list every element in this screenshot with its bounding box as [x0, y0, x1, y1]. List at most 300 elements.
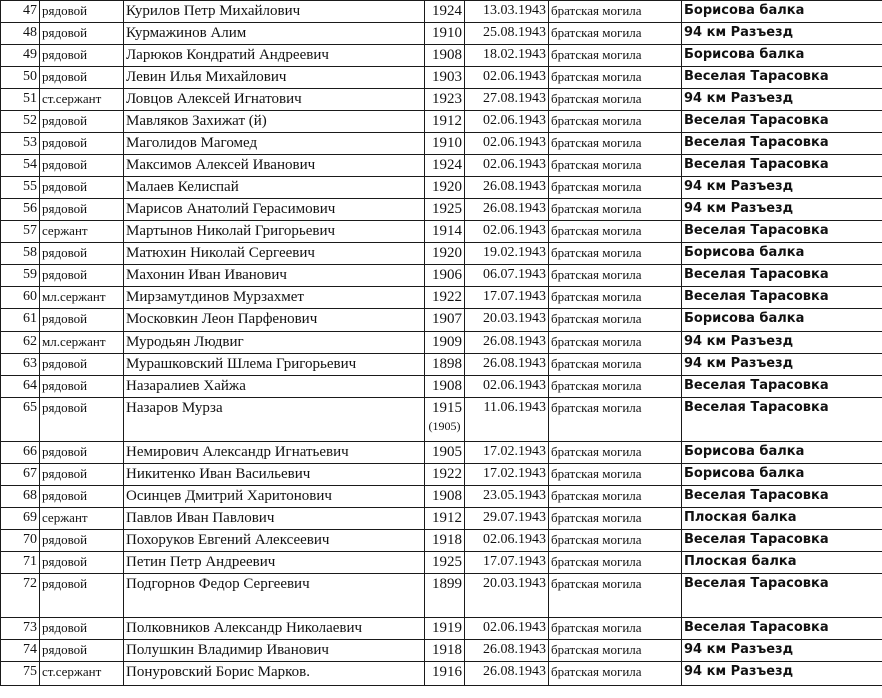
burial-type-cell-text: братская могила	[551, 245, 642, 260]
rank-cell	[40, 662, 124, 686]
birth-year-cell-text: 1906	[432, 267, 462, 283]
row-number	[1, 221, 40, 243]
name-cell	[124, 23, 425, 45]
burial-place-cell	[682, 376, 882, 398]
death-date-cell	[465, 662, 549, 686]
row-number-text: 49	[23, 47, 37, 62]
name-cell	[124, 111, 425, 133]
name-cell-text: Курилов Петр Михайлович	[126, 3, 301, 19]
name-cell	[124, 464, 425, 486]
row-number	[1, 177, 40, 199]
burial-place-cell	[682, 177, 882, 199]
burial-type-cell-text: братская могила	[551, 664, 642, 679]
name-cell-text: Ларюков Кондратий Андреевич	[126, 47, 329, 63]
birth-year-cell-text: 1905	[432, 444, 462, 460]
death-date-cell	[465, 45, 549, 67]
name-cell-text: Московкин Леон Парфенович	[126, 311, 318, 327]
birth-year-cell	[425, 199, 465, 221]
row-number	[1, 243, 40, 265]
name-cell	[124, 508, 425, 530]
burial-place-cell	[682, 23, 882, 45]
burial-place-cell-text: Веселая Тарасовка	[684, 157, 829, 172]
burial-type-cell-text: братская могила	[551, 47, 642, 62]
burial-place-cell	[682, 45, 882, 67]
burial-type-cell	[549, 1, 682, 23]
burial-place-cell-text: Веселая Тарасовка	[684, 488, 829, 503]
row-number-text: 47	[23, 3, 37, 18]
rank-cell-text: рядовой	[42, 267, 88, 282]
death-date-cell-text: 11.06.1943	[483, 400, 546, 415]
burial-place-cell-text: 94 км Разъезд	[684, 356, 794, 371]
name-cell	[124, 552, 425, 574]
table-row	[1, 23, 882, 45]
name-cell-text: Малаев Келиспай	[126, 179, 239, 195]
burial-place-cell-text: 94 км Разъезд	[684, 179, 794, 194]
rank-cell	[40, 265, 124, 287]
name-cell	[124, 376, 425, 398]
rank-cell	[40, 574, 124, 618]
name-cell-text: Осинцев Дмитрий Харитонович	[126, 488, 332, 504]
death-date-cell	[465, 640, 549, 662]
name-cell-text: Ловцов Алексей Игнатович	[126, 91, 302, 107]
row-number	[1, 376, 40, 398]
row-number-text: 62	[23, 334, 37, 349]
birth-year-cell	[425, 111, 465, 133]
birth-year-cell-text: 1916	[432, 664, 462, 680]
death-date-cell-text: 26.08.1943	[483, 664, 546, 679]
rank-cell-text: ст.сержант	[42, 91, 102, 106]
birth-year-cell	[425, 332, 465, 354]
death-date-cell	[465, 287, 549, 309]
burial-place-cell	[682, 1, 882, 23]
birth-year-cell-text: 1907	[432, 311, 462, 327]
burial-type-cell	[549, 486, 682, 508]
rank-cell	[40, 199, 124, 221]
rank-cell-text: мл.сержант	[42, 289, 106, 304]
burial-type-cell	[549, 442, 682, 464]
table-row	[1, 199, 882, 221]
birth-year-cell	[425, 354, 465, 376]
rank-cell-text: сержант	[42, 510, 88, 525]
burial-place-cell-text: Борисова балка	[684, 466, 805, 481]
burial-type-cell	[549, 332, 682, 354]
burial-place-cell-text: 94 км Разъезд	[684, 91, 794, 106]
birth-year-cell-text: 1918	[432, 532, 462, 548]
burial-type-cell	[549, 398, 682, 442]
name-cell-text: Полковников Александр Николаевич	[126, 620, 363, 636]
name-cell-text: Махонин Иван Иванович	[126, 267, 287, 283]
burial-place-cell-text: Веселая Тарасовка	[684, 620, 829, 635]
burial-place-cell-text: Борисова балка	[684, 245, 805, 260]
death-date-cell-text: 02.06.1943	[483, 620, 546, 635]
birth-year-cell	[425, 309, 465, 332]
table-row	[1, 67, 882, 89]
birth-year-cell-text: 1910	[432, 25, 462, 41]
birth-year-cell-text: 1909	[432, 334, 462, 350]
death-date-cell-text: 02.06.1943	[483, 532, 546, 547]
burial-place-cell-text: 94 км Разъезд	[684, 642, 794, 657]
burial-type-cell	[549, 287, 682, 309]
name-cell-text: Мартынов Николай Григорьевич	[126, 223, 336, 239]
birth-year-cell	[425, 265, 465, 287]
death-date-cell-text: 02.06.1943	[483, 113, 546, 128]
rank-cell-text: рядовой	[42, 576, 88, 591]
death-date-cell-text: 17.07.1943	[483, 289, 546, 304]
name-cell	[124, 309, 425, 332]
burial-place-cell-text: Веселая Тарасовка	[684, 113, 829, 128]
rank-cell	[40, 354, 124, 376]
table-row	[1, 442, 882, 464]
birth-year-cell-text: 1915	[432, 400, 462, 416]
rank-cell-text: рядовой	[42, 245, 88, 260]
table-row	[1, 1, 882, 23]
burial-place-cell	[682, 309, 882, 332]
rank-cell	[40, 45, 124, 67]
name-cell	[124, 155, 425, 177]
burial-place-cell	[682, 111, 882, 133]
burial-place-cell-text: Борисова балка	[684, 3, 805, 18]
death-date-cell	[465, 23, 549, 45]
rank-cell-text: рядовой	[42, 201, 88, 216]
death-date-cell-text: 20.03.1943	[483, 311, 546, 326]
row-number-text: 55	[23, 179, 37, 194]
death-date-cell-text: 27.08.1943	[483, 91, 546, 106]
burial-place-cell-text: Веселая Тарасовка	[684, 289, 829, 304]
rank-cell-text: рядовой	[42, 378, 88, 393]
burial-type-cell	[549, 133, 682, 155]
table-row	[1, 662, 882, 686]
row-number	[1, 442, 40, 464]
rank-cell-text: рядовой	[42, 642, 88, 657]
burial-type-cell	[549, 618, 682, 640]
row-number	[1, 155, 40, 177]
rank-cell-text: рядовой	[42, 157, 88, 172]
burial-type-cell-text: братская могила	[551, 642, 642, 657]
name-cell	[124, 354, 425, 376]
death-date-cell-text: 17.07.1943	[483, 554, 546, 569]
burial-type-cell-text: братская могила	[551, 466, 642, 481]
name-cell-text: Мирзамутдинов Мурзахмет	[126, 289, 304, 305]
death-date-cell-text: 19.02.1943	[483, 245, 546, 260]
burial-place-cell	[682, 265, 882, 287]
name-cell	[124, 45, 425, 67]
death-date-cell	[465, 155, 549, 177]
rank-cell	[40, 464, 124, 486]
row-number-text: 54	[23, 157, 37, 172]
burial-type-cell-text: братская могила	[551, 267, 642, 282]
rank-cell	[40, 111, 124, 133]
burial-type-cell-text: братская могила	[551, 157, 642, 172]
burial-place-cell-text: 94 км Разъезд	[684, 334, 794, 349]
burial-type-cell	[549, 221, 682, 243]
burial-place-cell-text: Борисова балка	[684, 311, 805, 326]
birth-year-cell	[425, 89, 465, 111]
rank-cell	[40, 67, 124, 89]
table-row	[1, 177, 882, 199]
rank-cell	[40, 89, 124, 111]
birth-year-cell-text: 1910	[432, 135, 462, 151]
death-date-cell-text: 06.07.1943	[483, 267, 546, 282]
birth-year-cell-text: 1908	[432, 488, 462, 504]
name-cell-text: Полушкин Владимир Иванович	[126, 642, 329, 658]
birth-year-cell-text: 1924	[432, 3, 462, 19]
burial-place-cell-text: Веселая Тарасовка	[684, 69, 829, 84]
burial-type-cell-text: братская могила	[551, 223, 642, 238]
name-cell	[124, 265, 425, 287]
death-date-cell-text: 23.05.1943	[483, 488, 546, 503]
birth-year-cell-text: 1925	[432, 554, 462, 570]
burial-type-cell	[549, 662, 682, 686]
table-row	[1, 45, 882, 67]
rank-cell-text: сержант	[42, 223, 88, 238]
burial-type-cell	[549, 354, 682, 376]
row-number-text: 64	[23, 378, 37, 393]
birth-year-cell	[425, 398, 465, 442]
rank-cell	[40, 530, 124, 552]
name-cell	[124, 640, 425, 662]
death-date-cell	[465, 530, 549, 552]
death-date-cell-text: 26.08.1943	[483, 642, 546, 657]
birth-year-cell-text: 1920	[432, 245, 462, 261]
table-row	[1, 354, 882, 376]
rank-cell	[40, 486, 124, 508]
table-row	[1, 89, 882, 111]
table-row	[1, 332, 882, 354]
row-number	[1, 552, 40, 574]
table-row	[1, 243, 882, 265]
row-number-text: 51	[23, 91, 37, 106]
death-date-cell	[465, 1, 549, 23]
burial-type-cell	[549, 640, 682, 662]
burial-place-cell-text: Веселая Тарасовка	[684, 267, 829, 282]
rank-cell-text: рядовой	[42, 444, 88, 459]
birth-year-cell-text: 1908	[432, 47, 462, 63]
table-row	[1, 530, 882, 552]
row-number-text: 65	[23, 400, 37, 415]
row-number	[1, 486, 40, 508]
roster-body	[1, 1, 882, 686]
rank-cell-text: рядовой	[42, 466, 88, 481]
burial-place-cell	[682, 398, 882, 442]
burial-place-cell-text: Веселая Тарасовка	[684, 532, 829, 547]
rank-cell	[40, 398, 124, 442]
name-cell-text: Никитенко Иван Васильевич	[126, 466, 311, 482]
row-number	[1, 640, 40, 662]
rank-cell-text: рядовой	[42, 400, 88, 415]
rank-cell	[40, 177, 124, 199]
birth-year-cell-text: 1922	[432, 466, 462, 482]
burial-type-cell	[549, 552, 682, 574]
rank-cell-text: мл.сержант	[42, 334, 106, 349]
row-number	[1, 111, 40, 133]
burial-place-cell	[682, 155, 882, 177]
death-date-cell	[465, 508, 549, 530]
death-date-cell-text: 18.02.1943	[483, 47, 546, 62]
row-number	[1, 662, 40, 686]
name-cell-text: Муродьян Людвиг	[126, 334, 244, 350]
name-cell	[124, 618, 425, 640]
burial-type-cell	[549, 508, 682, 530]
burial-place-cell	[682, 486, 882, 508]
burial-place-cell-text: Борисова балка	[684, 47, 805, 62]
row-number-text: 56	[23, 201, 37, 216]
burial-place-cell-text: 94 км Разъезд	[684, 664, 794, 679]
name-cell	[124, 89, 425, 111]
burial-type-cell	[549, 67, 682, 89]
rank-cell	[40, 618, 124, 640]
burial-place-cell-text: Борисова балка	[684, 444, 805, 459]
table-row	[1, 552, 882, 574]
death-date-cell-text: 02.06.1943	[483, 69, 546, 84]
death-date-cell	[465, 67, 549, 89]
row-number-text: 70	[23, 532, 37, 547]
rank-cell-text: рядовой	[42, 620, 88, 635]
death-date-cell-text: 13.03.1943	[483, 3, 546, 18]
name-cell	[124, 486, 425, 508]
birth-year-cell-text: 1914	[432, 223, 462, 239]
name-cell-text: Левин Илья Михайлович	[126, 69, 287, 85]
name-cell-text: Похоруков Евгений Алексеевич	[126, 532, 330, 548]
rank-cell	[40, 442, 124, 464]
burial-place-cell	[682, 89, 882, 111]
burial-type-cell-text: братская могила	[551, 25, 642, 40]
rank-cell	[40, 1, 124, 23]
birth-year-cell	[425, 508, 465, 530]
row-number	[1, 133, 40, 155]
birth-year-cell	[425, 1, 465, 23]
death-date-cell	[465, 398, 549, 442]
table-row	[1, 640, 882, 662]
birth-year-cell-text: 1903	[432, 69, 462, 85]
rank-cell-text: рядовой	[42, 554, 88, 569]
row-number-text: 52	[23, 113, 37, 128]
birth-year-cell	[425, 221, 465, 243]
name-cell-text: Назаралиев Хайжа	[126, 378, 246, 394]
death-date-cell	[465, 332, 549, 354]
burial-place-cell	[682, 243, 882, 265]
birth-year-cell-text: 1912	[432, 510, 462, 526]
table-row	[1, 376, 882, 398]
name-cell	[124, 442, 425, 464]
burial-place-cell	[682, 662, 882, 686]
burial-type-cell-text: братская могила	[551, 91, 642, 106]
burial-place-cell-text: Веселая Тарасовка	[684, 378, 829, 393]
death-date-cell	[465, 309, 549, 332]
burial-type-cell	[549, 464, 682, 486]
row-number-text: 67	[23, 466, 37, 481]
row-number-text: 53	[23, 135, 37, 150]
birth-year-cell-text: 1925	[432, 201, 462, 217]
rank-cell	[40, 23, 124, 45]
burial-place-cell	[682, 332, 882, 354]
row-number	[1, 332, 40, 354]
rank-cell-text: рядовой	[42, 135, 88, 150]
death-date-cell	[465, 265, 549, 287]
row-number-text: 63	[23, 356, 37, 371]
name-cell-text: Назаров Мурза	[126, 400, 223, 416]
burial-place-cell	[682, 354, 882, 376]
birth-year-cell	[425, 133, 465, 155]
death-date-cell-text: 17.02.1943	[483, 466, 546, 481]
death-date-cell-text: 02.06.1943	[483, 157, 546, 172]
birth-year-cell	[425, 464, 465, 486]
death-date-cell	[465, 442, 549, 464]
birth-year-cell	[425, 155, 465, 177]
death-date-cell-text: 02.06.1943	[483, 378, 546, 393]
row-number	[1, 1, 40, 23]
row-number-text: 57	[23, 223, 37, 238]
burial-place-cell-text: 94 км Разъезд	[684, 25, 794, 40]
burial-place-cell	[682, 552, 882, 574]
birth-year-cell	[425, 552, 465, 574]
death-date-cell-text: 02.06.1943	[483, 135, 546, 150]
burial-type-cell-text: братская могила	[551, 113, 642, 128]
burial-type-cell-text: братская могила	[551, 400, 642, 415]
name-cell	[124, 199, 425, 221]
name-cell-text: Понуровский Борис Марков.	[126, 664, 311, 680]
name-cell	[124, 332, 425, 354]
rank-cell-text: рядовой	[42, 356, 88, 371]
birth-year-cell-text: 1919	[432, 620, 462, 636]
name-cell	[124, 287, 425, 309]
row-number-text: 61	[23, 311, 37, 326]
row-number	[1, 23, 40, 45]
name-cell-text: Матюхин Николай Сергеевич	[126, 245, 315, 261]
row-number-text: 58	[23, 245, 37, 260]
death-date-cell-text: 26.08.1943	[483, 356, 546, 371]
burial-type-cell	[549, 177, 682, 199]
death-date-cell	[465, 199, 549, 221]
burial-type-cell	[549, 265, 682, 287]
row-number	[1, 464, 40, 486]
table-row	[1, 508, 882, 530]
name-cell	[124, 530, 425, 552]
burial-place-cell	[682, 221, 882, 243]
burial-type-cell	[549, 45, 682, 67]
table-row	[1, 574, 882, 618]
name-cell	[124, 1, 425, 23]
rank-cell	[40, 376, 124, 398]
burial-type-cell-text: братская могила	[551, 378, 642, 393]
table-row	[1, 133, 882, 155]
burial-type-cell-text: братская могила	[551, 576, 642, 591]
row-number	[1, 45, 40, 67]
burial-type-cell	[549, 199, 682, 221]
burial-place-cell	[682, 640, 882, 662]
birth-year-cell	[425, 618, 465, 640]
rank-cell-text: рядовой	[42, 179, 88, 194]
burial-place-cell	[682, 199, 882, 221]
death-date-cell	[465, 486, 549, 508]
burial-type-cell-text: братская могила	[551, 201, 642, 216]
rank-cell-text: рядовой	[42, 488, 88, 503]
rank-cell-text: рядовой	[42, 311, 88, 326]
burial-type-cell-text: братская могила	[551, 135, 642, 150]
row-number	[1, 265, 40, 287]
burial-type-cell	[549, 243, 682, 265]
burial-type-cell-text: братская могила	[551, 3, 642, 18]
burial-place-cell	[682, 464, 882, 486]
table-row	[1, 464, 882, 486]
name-cell-text: Подгорнов Федор Сергеевич	[126, 576, 310, 592]
row-number-text: 66	[23, 444, 37, 459]
row-number	[1, 398, 40, 442]
burial-place-cell	[682, 574, 882, 618]
death-date-cell-text: 26.08.1943	[483, 201, 546, 216]
death-date-cell	[465, 133, 549, 155]
rank-cell-text: ст.сержант	[42, 664, 102, 679]
death-date-cell-text: 20.03.1943	[483, 576, 546, 591]
